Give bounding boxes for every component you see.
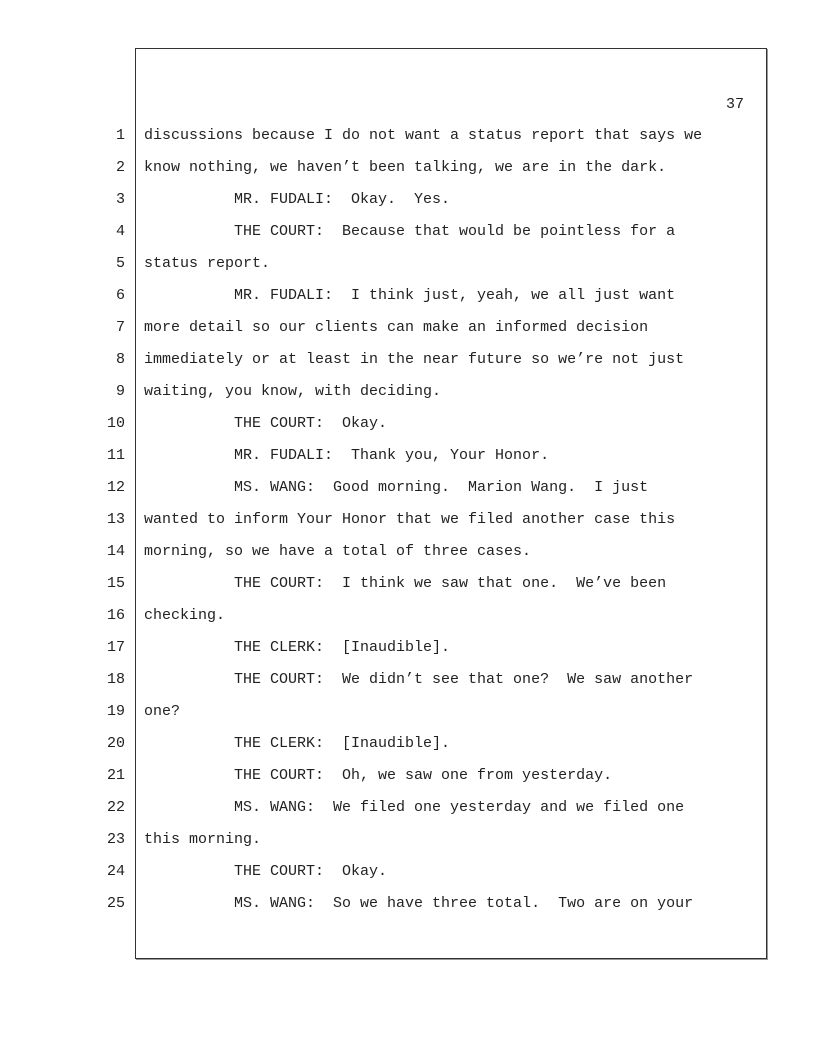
line-number: 8 [115,351,125,368]
line-number: 15 [106,575,125,592]
line-number: 5 [115,255,125,272]
line-text: THE COURT: Oh, we saw one from yesterday. [144,767,613,784]
transcript-line-16 [0,607,816,639]
transcript-line-1 [0,127,816,159]
line-text: THE COURT: I think we saw that one. We’ve been [144,575,667,592]
line-number: 6 [115,287,125,304]
transcript-line-24 [0,863,816,895]
line-number: 11 [106,447,125,464]
transcript-line-22 [0,799,816,831]
line-text: know nothing, we haven’t been talking, we are in the dark. [144,159,667,176]
page-number: 37 [725,96,744,113]
line-text: THE COURT: We didn’t see that one? We saw another [144,671,694,688]
line-text: this morning. [144,831,262,848]
line-text: THE COURT: Okay. [144,863,388,880]
transcript-line-19 [0,703,816,735]
line-text: MS. WANG: We filed one yesterday and we filed one [144,799,685,816]
transcript-line-14 [0,543,816,575]
line-number: 4 [115,223,125,240]
line-number: 3 [115,191,125,208]
line-number: 14 [106,543,125,560]
transcript-line-10 [0,415,816,447]
line-text: THE COURT: Because that would be pointless for a [144,223,676,240]
transcript-line-23 [0,831,816,863]
transcript-line-18 [0,671,816,703]
line-number: 24 [106,863,125,880]
transcript-line-7 [0,319,816,351]
transcript-line-4 [0,223,816,255]
line-text: discussions because I do not want a status report that says we [144,127,703,144]
line-number: 13 [106,511,125,528]
line-text: THE CLERK: [Inaudible]. [144,639,451,656]
line-text: THE COURT: Okay. [144,415,388,432]
transcript-line-15 [0,575,816,607]
line-text: more detail so our clients can make an informed decision [144,319,649,336]
line-text: MS. WANG: So we have three total. Two are on your [144,895,694,912]
line-text: MR. FUDALI: Thank you, Your Honor. [144,447,550,464]
line-number: 10 [106,415,125,432]
line-number: 21 [106,767,125,784]
line-number: 16 [106,607,125,624]
line-number: 18 [106,671,125,688]
transcript-line-5 [0,255,816,287]
line-text: MS. WANG: Good morning. Marion Wang. I just [144,479,649,496]
transcript-line-3 [0,191,816,223]
line-number: 23 [106,831,125,848]
transcript-line-9 [0,383,816,415]
transcript-line-20 [0,735,816,767]
line-number: 1 [115,127,125,144]
line-number: 20 [106,735,125,752]
line-number: 9 [115,383,125,400]
line-number: 19 [106,703,125,720]
transcript-line-8 [0,351,816,383]
transcript-line-12 [0,479,816,511]
line-number: 17 [106,639,125,656]
transcript-line-21 [0,767,816,799]
line-text: immediately or at least in the near future so we’re not just [144,351,685,368]
line-text: waiting, you know, with deciding. [144,383,442,400]
line-text: morning, so we have a total of three cases. [144,543,532,560]
line-number: 2 [115,159,125,176]
line-number: 7 [115,319,125,336]
transcript-line-2 [0,159,816,191]
transcript-line-13 [0,511,816,543]
line-text: MR. FUDALI: I think just, yeah, we all just want [144,287,676,304]
line-text: one? [144,703,181,720]
transcript-line-25 [0,895,816,927]
line-text: checking. [144,607,226,624]
line-text: THE CLERK: [Inaudible]. [144,735,451,752]
line-number: 22 [106,799,125,816]
line-text: MR. FUDALI: Okay. Yes. [144,191,451,208]
transcript-line-6 [0,287,816,319]
transcript-line-11 [0,447,816,479]
line-number: 25 [106,895,125,912]
line-text: status report. [144,255,271,272]
line-text: wanted to inform Your Honor that we filed another case this [144,511,676,528]
transcript-line-17 [0,639,816,671]
line-number: 12 [106,479,125,496]
